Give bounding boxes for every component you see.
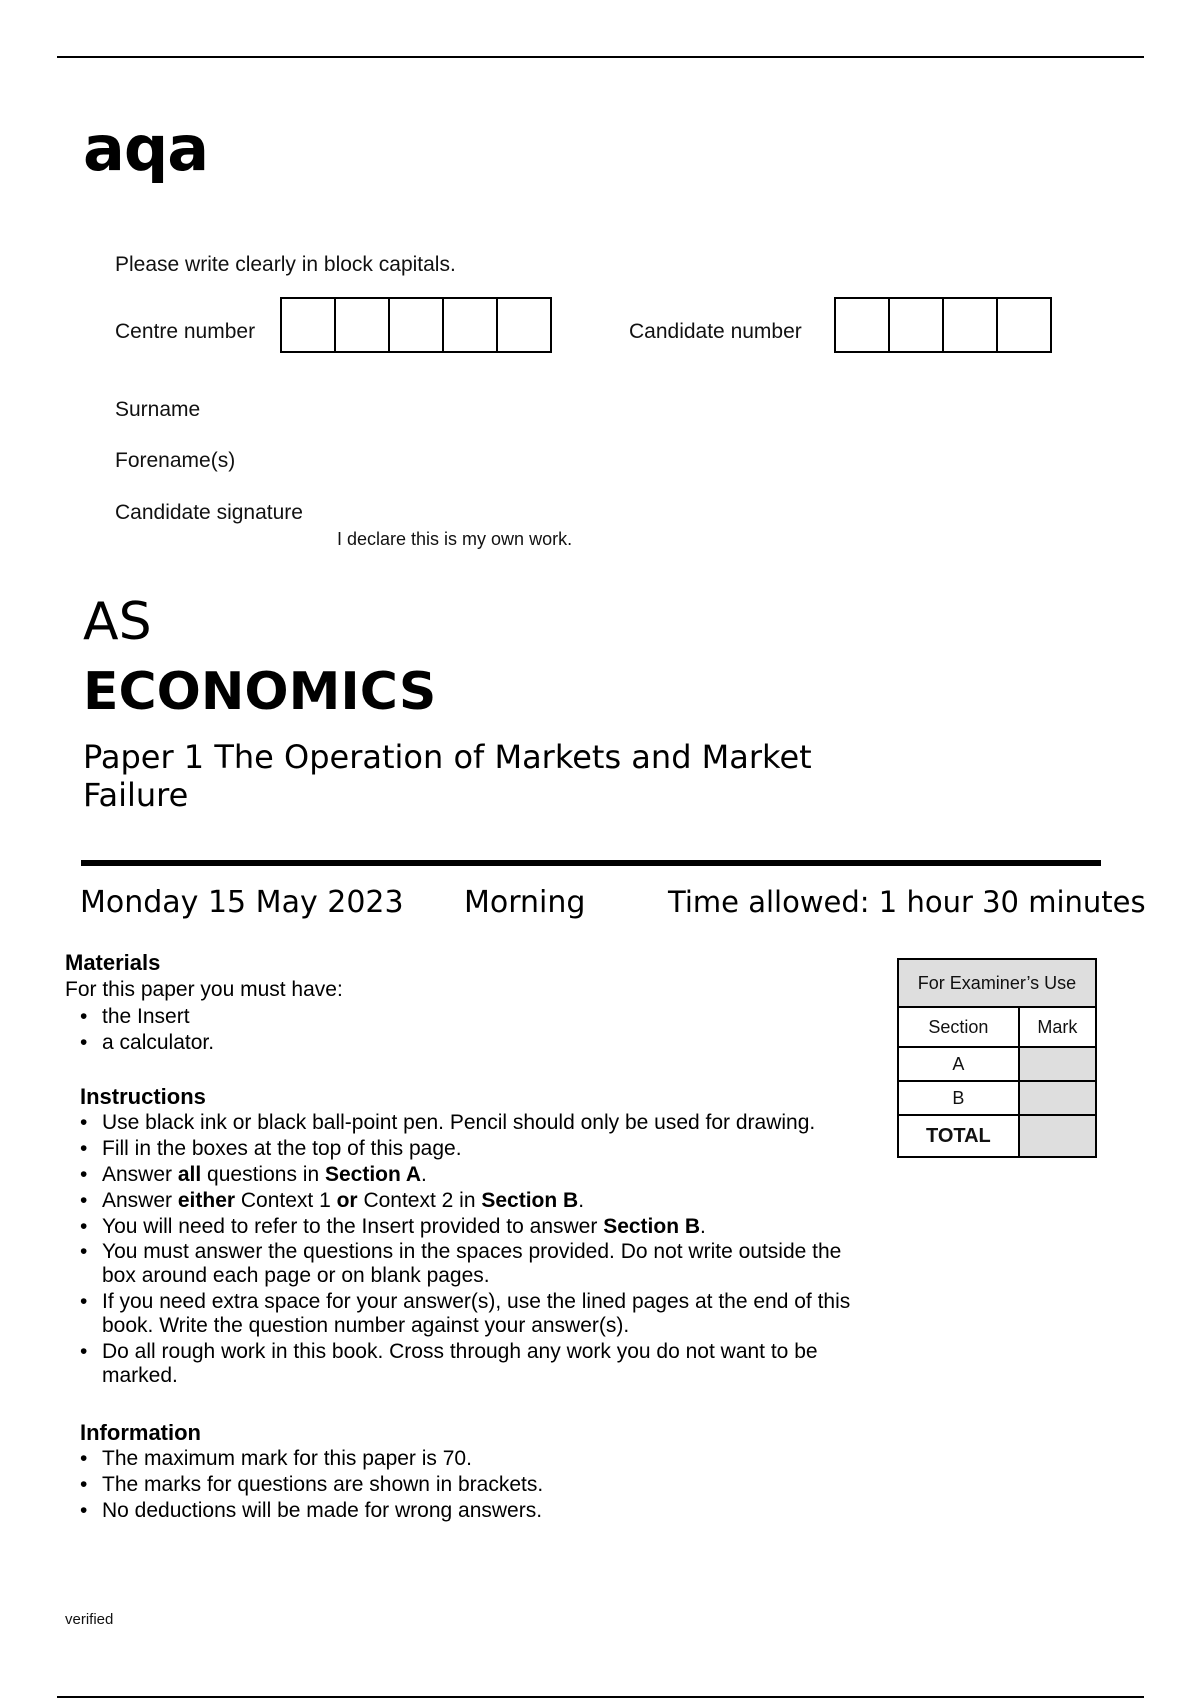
verified-footer: verified [65, 1611, 114, 1628]
section-a-cell: A [898, 1047, 1019, 1081]
total-label: TOTAL [898, 1115, 1019, 1157]
block-capitals-instruction: Please write clearly in block capitals. [115, 253, 456, 276]
instructions-list [80, 1110, 870, 1388]
candidate-number-box[interactable] [996, 297, 1052, 353]
list-item: • The marks for questions are shown in brackets. [80, 1472, 880, 1498]
candidate-number-label: Candidate number [629, 320, 802, 343]
section-a-mark [1019, 1047, 1096, 1081]
paper-title: Paper 1 The Operation of Markets and Market Failure [83, 738, 812, 814]
instructions-section [80, 1084, 880, 1388]
surname-label: Surname [115, 398, 201, 421]
time-allowed: Time allowed: 1 hour 30 minutes [668, 885, 1146, 919]
subject-title: ECONOMICS [83, 662, 437, 722]
centre-number-box[interactable] [334, 297, 390, 353]
list-item: • Answer either Context 1 or Context 2 in Section B. [80, 1188, 870, 1214]
materials-intro: For this paper you must have: [65, 978, 343, 1001]
section-b-cell: B [898, 1081, 1019, 1115]
list-item: • The maximum mark for this paper is 70. [80, 1446, 880, 1472]
exam-date: Monday 15 May 2023 [80, 885, 404, 920]
examiner-table-title: For Examiner’s Use [898, 959, 1096, 1007]
bottom-rule [57, 1696, 1144, 1698]
qualification-level: AS [83, 592, 152, 652]
top-rule [57, 56, 1144, 58]
signature-label: Candidate signature [115, 501, 303, 524]
list-item: • If you need extra space for your answer(s), use the lined pages at the end of this book. Write the question number against your answer(s). [80, 1290, 870, 1338]
list-item: • You will need to refer to the Insert provided to answer Section B. [80, 1214, 870, 1240]
information-heading: Information [80, 1420, 201, 1445]
section-b-mark [1019, 1081, 1096, 1115]
list-item: • You must answer the questions in the spaces provided. Do not write outside the box around each page or on blank pages. [80, 1240, 870, 1288]
information-list [80, 1446, 880, 1524]
candidate-number-boxes[interactable] [834, 297, 1052, 353]
list-item: • Fill in the boxes at the top of this page. [80, 1136, 870, 1162]
list-item: • No deductions will be made for wrong answers. [80, 1498, 880, 1524]
candidate-number-box[interactable] [888, 297, 944, 353]
list-item: • Do all rough work in this book. Cross through any work you do not want to be marked. [80, 1340, 870, 1388]
title-rule [81, 860, 1101, 866]
mark-column-header: Mark [1019, 1007, 1096, 1047]
materials-list [80, 1004, 865, 1056]
centre-number-box[interactable] [388, 297, 444, 353]
materials-section [65, 950, 865, 1056]
aqa-logo: aqa [83, 112, 209, 185]
information-section [80, 1420, 880, 1524]
list-item: • Use black ink or black ball-point pen. Pencil should only be used for drawing. [80, 1110, 870, 1136]
materials-heading: Materials [65, 950, 161, 975]
centre-number-boxes[interactable] [280, 297, 552, 353]
centre-number-box[interactable] [496, 297, 552, 353]
list-item: • the Insert [80, 1004, 865, 1030]
centre-number-box[interactable] [442, 297, 498, 353]
centre-number-box[interactable] [280, 297, 336, 353]
declaration-text: I declare this is my own work. [337, 529, 573, 549]
list-item: • Answer all questions in Section A. [80, 1162, 870, 1188]
candidate-number-box[interactable] [942, 297, 998, 353]
list-item: • a calculator. [80, 1030, 865, 1056]
centre-number-label: Centre number [115, 320, 256, 343]
total-mark [1019, 1115, 1096, 1157]
exam-session: Morning [464, 885, 586, 920]
instructions-heading: Instructions [80, 1084, 206, 1109]
candidate-number-box[interactable] [834, 297, 890, 353]
forename-label: Forename(s) [115, 449, 236, 472]
examiner-use-table [897, 958, 1097, 1158]
section-column-header: Section [898, 1007, 1019, 1047]
